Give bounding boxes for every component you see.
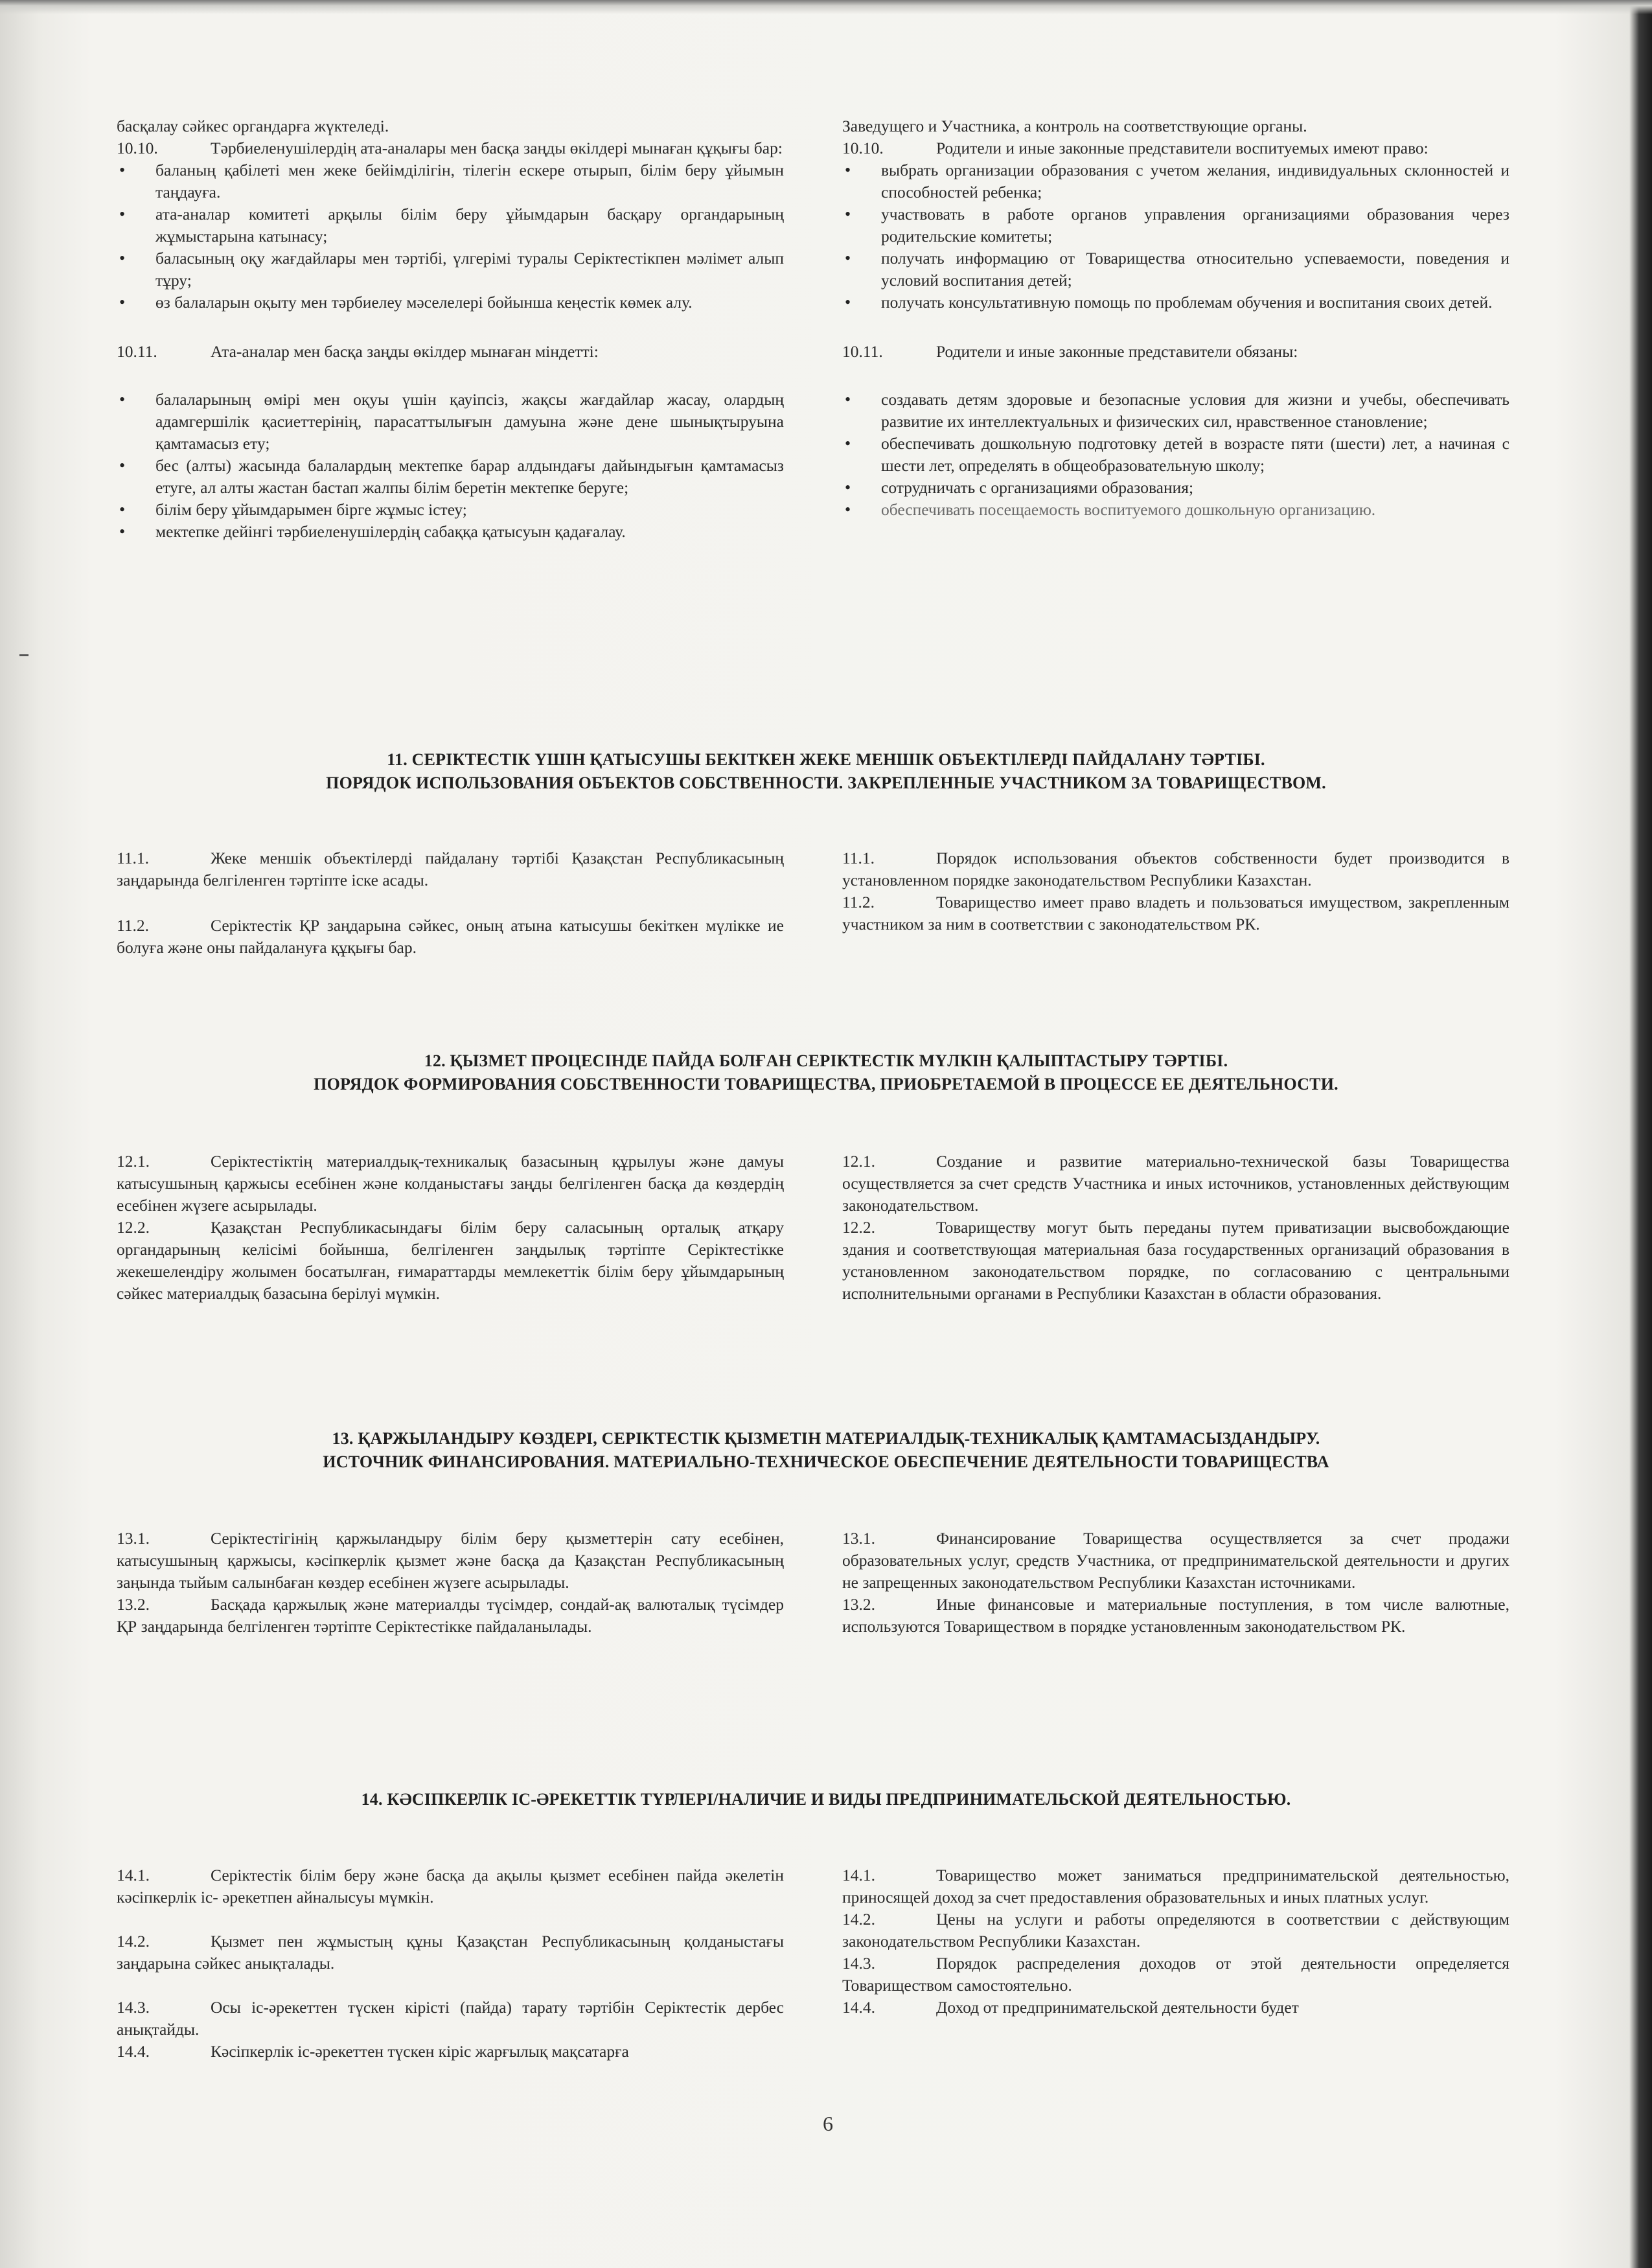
clause <box>117 1217 784 1305</box>
clause-number: 10.10. <box>842 139 884 157</box>
list-item: • получать консультативную помощь по проблемам обучения и воспитания своих детей. <box>842 292 1509 314</box>
clause-number: 13.1. <box>117 1529 150 1548</box>
clause-text: Товарищество может заниматься предпринимательской деятельностью, приносящей доход за счет предоставления образовательных и иных платных услуг. <box>842 1866 1509 1907</box>
list-item: • өз балаларын оқыту мен тәрбиелеу мәселелері бойынша кеңестік көмек алу. <box>117 292 784 314</box>
clause <box>117 1997 784 2041</box>
clause-text: Родители и иные законные представители обязаны: <box>936 342 1298 361</box>
clause-text: Тәрбиеленушілердің ата-аналары мен басқа заңды өкілдері мынаған құқығы бар: <box>211 139 783 157</box>
kz-duties-list <box>117 389 784 543</box>
ru-duties-list <box>842 389 1509 521</box>
clause <box>842 1217 1509 1305</box>
block-10-kz <box>117 115 784 543</box>
list-item: • баласының оқу жағдайлары мен тәртібі, үлгерімі туралы Серіктестікпен мәлімет алып тұру; <box>117 247 784 292</box>
section-13-kz <box>117 1528 784 1638</box>
clause <box>117 1151 784 1217</box>
clause-number: 14.1. <box>842 1866 875 1884</box>
clause-text: Финансирование Товарищества осуществляется за счет продажи образовательных услуг, средств Участника, от предпринимательской деятельности и других не запрещенных законодательством Республики Казахстан источниками. <box>842 1529 1509 1592</box>
clause <box>117 915 784 959</box>
list-item: • мектепке дейінгі тәрбиеленушілердің сабаққа қатысуын қадағалау. <box>117 521 784 543</box>
clause-number: 13.2. <box>842 1595 875 1614</box>
clause-number: 13.1. <box>842 1529 875 1548</box>
clause-number: 12.1. <box>842 1152 875 1171</box>
clause <box>842 1528 1509 1594</box>
clause-text: Создание и развитие материально-технической базы Товарищества осуществляется за счет средств Участника и иных источников, установленных действующим законодательством. <box>842 1152 1509 1215</box>
clause <box>842 1864 1509 1908</box>
clause-text: Ата-аналар мен басқа заңды өкілдер мынаған міндетті: <box>211 342 599 361</box>
clause <box>117 1864 784 1908</box>
clause-number: 14.1. <box>117 1866 150 1884</box>
list-item: • участвовать в работе органов управления организациями образования через родительские комитеты; <box>842 203 1509 247</box>
clause-number: 13.2. <box>117 1595 150 1614</box>
clause-number: 11.2. <box>117 916 150 935</box>
clause-text: Товарищество имеет право владеть и пользоваться имуществом, закрепленным участником за ним в соответствии с законодательством РК. <box>842 893 1509 934</box>
clause <box>842 1997 1509 2019</box>
clause <box>842 1151 1509 1217</box>
ru-intro: Заведущего и Участника, а контроль на соответствующие органы. <box>842 117 1307 135</box>
clause <box>117 1930 784 1975</box>
clause-number: 10.11. <box>117 342 157 361</box>
section-13-heading-ru: ИСТОЧНИК ФИНАНСИРОВАНИЯ. МАТЕРИАЛЬНО-ТЕХНИЧЕСКОЕ ОБЕСПЕЧЕНИЕ ДЕЯТЕЛЬНОСТИ ТОВАРИЩЕСТВА <box>323 1452 1329 1471</box>
margin-mark <box>19 654 29 656</box>
clause <box>117 847 784 891</box>
clause-text: Порядок распределения доходов от этой деятельности определяется Товариществом самостоятельно. <box>842 1954 1509 1995</box>
list-item: • получать информацию от Товарищества относительно успеваемости, поведения и условий воспитания детей; <box>842 247 1509 292</box>
clause-number: 11.1. <box>117 849 150 867</box>
clause-text: Серіктестіктің материалдық-техникалық базасының құрылуы және дамуы катысушының қаржысы есебінен және колданыстағы заңды белгіленген басқа да көздердің есебінен жүзеге асырылады. <box>117 1152 784 1215</box>
section-11-kz <box>117 847 784 959</box>
section-12-kz <box>117 1151 784 1305</box>
clause-number: 11.2. <box>842 893 875 911</box>
clause-text: Товариществу могут быть переданы путем приватизации высвобождающие здания и соответствующая материальная база государственных организаций образования в установленном законодательством порядке, по согласованию с центральными исполнительными органами в Республики Казахстан в области образования. <box>842 1218 1509 1303</box>
clause-text: Серіктестігінің қаржыландыру білім беру қызметтерін сату есебінен, катысушының қаржысы, кәсіпкерлік қызмет және басқа да Қазақстан Республикасының заңында тыйым салынбаған көздер есебінен жүзеге асырылады. <box>117 1529 784 1592</box>
clause-text: Иные финансовые и материальные поступления, в том числе валютные, используются Товариществом в порядке установленным законодательством РК. <box>842 1595 1509 1636</box>
section-14-kz <box>117 1864 784 2063</box>
list-item: • обеспечивать посещаемость воспитуемого дошкольную организацию. <box>842 499 1509 521</box>
clause-number: 14.3. <box>117 1998 150 2017</box>
clause-text: Кәсіпкерлік іс-әрекеттен түскен кіріс жарғылық мақсатарға <box>211 2042 629 2061</box>
section-12-ru <box>842 1151 1509 1305</box>
kz-intro: басқалау сәйкес органдарға жүктеледі. <box>117 117 389 135</box>
clause-number: 12.1. <box>117 1152 150 1171</box>
clause <box>117 2041 784 2063</box>
list-item: • сотрудничать с организациями образования; <box>842 477 1509 499</box>
clause-number: 14.2. <box>842 1910 875 1929</box>
section-13-body <box>0 1528 1535 1638</box>
kz-10-10 <box>117 137 784 159</box>
clause-number: 14.2. <box>117 1932 150 1951</box>
list-item: • балаларының өмірі мен оқуы үшін қауіпсіз, жақсы жағдайлар жасау, олардың адамгершілік қасиеттерінің, парасаттылығын дамуына және дене шынықтыруына қамтамасыз ету; <box>117 389 784 455</box>
clause-number: 12.2. <box>842 1218 875 1237</box>
list-item: • ата-аналар комитеті арқылы білім беру ұйымдарын басқару органдарының жұмыстарына катынасу; <box>117 203 784 247</box>
clause-text: Басқада қаржылық және материалды түсімдер, сондай-ақ валюталық түсімдер ҚР заңдарында белгіленген тәртіпте Серіктестікке пайдаланылады. <box>117 1595 784 1636</box>
clause-number: 10.11. <box>842 342 883 361</box>
clause-number: 14.3. <box>842 1954 875 1973</box>
clause <box>842 1908 1509 1953</box>
clause-text: Жеке меншік объектілерді пайдалану тәртібі Қазақстан Республикасының заңдарында белгіленген тәртіпте іске асады. <box>117 849 784 889</box>
clause-text: Қазақстан Республикасындағы білім беру саласының орталық атқару органдарының келісімі бойынша, белгіленген заңдылық тәртіпте Серіктестікке жекешелендіру жолымен босатылған, ғимараттарды мемлекеттік білім беру ұйымдарының сәйкес материалдық базасына берілуі мүмкін. <box>117 1218 784 1303</box>
list-item: • бес (алты) жасында балалардың мектепке барар алдындағы дайындығын қамтамасыз етуге, ал алты жастан бастап жалпы білім беретін мектепке беруге; <box>117 455 784 499</box>
clause <box>842 847 1509 891</box>
clause-text: Цены на услуги и работы определяются в соответствии с действующим законодательством Республики Казахстан. <box>842 1910 1509 1951</box>
clause-text: Осы іс-әрекеттен түскен кірісті (пайда) тарату тәртібін Серіктестік дербес анықтайды. <box>117 1998 784 2039</box>
clause-number: 11.1. <box>842 849 875 867</box>
section-12-heading-ru: ПОРЯДОК ФОРМИРОВАНИЯ СОБСТВЕННОСТИ ТОВАРИЩЕСТВА, ПРИОБРЕТАЕМОЙ В ПРОЦЕССЕ ЕЕ ДЕЯТЕЛЬНОСТИ. <box>314 1075 1338 1094</box>
list-item: • обеспечивать дошкольную подготовку детей в возрасте пяти (шести) лет, а начиная с шести лет, определять в общеобразовательную школу; <box>842 433 1509 477</box>
clause <box>117 1528 784 1594</box>
section-14-ru <box>842 1864 1509 2063</box>
section-11-body <box>0 847 1535 959</box>
block-10 <box>0 115 1535 543</box>
clause <box>842 1594 1509 1638</box>
list-item: • баланың қабілеті мен жеке бейімділігін, тілегін ескере отырып, білім беру ұйымын таңдауға. <box>117 159 784 203</box>
clause-number: 14.4. <box>842 1998 875 2017</box>
clause <box>842 1953 1509 1997</box>
list-item: • создавать детям здоровые и безопасные условия для жизни и учебы, обеспечивать развитие их интеллектуальных и физических сил, нравственное становление; <box>842 389 1509 433</box>
section-14-body <box>0 1864 1535 2063</box>
clause-number: 10.10. <box>117 139 158 157</box>
section-12-body <box>0 1151 1535 1305</box>
section-11-heading-kz: 11. СЕРІКТЕСТІК ҮШІН ҚАТЫСУШЫ БЕКІТКЕН ЖЕКЕ МЕНШІК ОБЪЕКТІЛЕРДІ ПАЙДАЛАНУ ТӘРТІБІ. <box>387 750 1265 769</box>
clause-text: Порядок использования объектов собственности будет производится в установленном порядке законодательством Республики Казахстан. <box>842 849 1509 889</box>
section-11-heading-ru: ПОРЯДОК ИСПОЛЬЗОВАНИЯ ОБЪЕКТОВ СОБСТВЕННОСТИ. ЗАКРЕПЛЕННЫЕ УЧАСТНИКОМ ЗА ТОВАРИЩЕСТВОМ. <box>326 773 1326 792</box>
clause-text: Доход от предпринимательской деятельности будет <box>936 1998 1299 2017</box>
section-13-heading-kz: 13. ҚАРЖЫЛАНДЫРУ КӨЗДЕРІ, СЕРІКТЕСТІК ҚЫЗМЕТІН МАТЕРИАЛДЫҚ-ТЕХНИКАЛЫҚ ҚАМТАМАСЫЗДАНДЫРУ. <box>332 1429 1320 1448</box>
ru-rights-list <box>842 159 1509 314</box>
section-13-ru <box>842 1528 1509 1638</box>
section-11-ru <box>842 847 1509 959</box>
clause-text: Родители и иные законные представители воспитуемых имеют право: <box>936 139 1428 157</box>
clause-text: Қызмет пен жұмыстың құны Қазақстан Республикасының қолданыстағы заңдарына сәйкес анықталады. <box>117 1932 784 1973</box>
clause-text: Серіктестік білім беру және басқа да ақылы қызмет есебінен пайда әкелетін кәсіпкерлік іс- әрекетпен айналысуы мүмкін. <box>117 1866 784 1907</box>
list-item: • выбрать организации образования с учетом желания, индивидуальных склонностей и способностей ребенка; <box>842 159 1509 203</box>
clause <box>117 1594 784 1638</box>
list-item: • білім беру ұйымдарымен бірге жұмыс істеу; <box>117 499 784 521</box>
clause-text: Серіктестік ҚР заңдарына сәйкес, оның атына катысушы бекіткен мүлікке ие болуға және оны пайдалануға құқығы бар. <box>117 916 784 957</box>
block-10-ru <box>842 115 1509 543</box>
clause-number: 14.4. <box>117 2042 150 2061</box>
kz-rights-list <box>117 159 784 314</box>
clause <box>842 891 1509 935</box>
scan-top-edge <box>0 0 1652 14</box>
section-12-heading-kz: 12. ҚЫЗМЕТ ПРОЦЕСІНДЕ ПАЙДА БОЛҒАН СЕРІКТЕСТІК МҮЛКІН ҚАЛЫПТАСТЫРУ ТӘРТІБІ. <box>424 1051 1228 1070</box>
ru-10-10 <box>842 137 1509 159</box>
kz-10-11 <box>117 341 784 363</box>
page-number: 6 <box>823 2112 833 2135</box>
ru-10-11 <box>842 341 1509 363</box>
clause-number: 12.2. <box>117 1218 150 1237</box>
section-14-heading: 14. КӘСІПКЕРЛІК ІС-ӘРЕКЕТТІК ТҮРЛЕРІ/НАЛИЧИЕ И ВИДЫ ПРЕДПРИНИМАТЕЛЬСКОЙ ДЕЯТЕЛЬНОСТЬЮ. <box>361 1790 1291 1809</box>
